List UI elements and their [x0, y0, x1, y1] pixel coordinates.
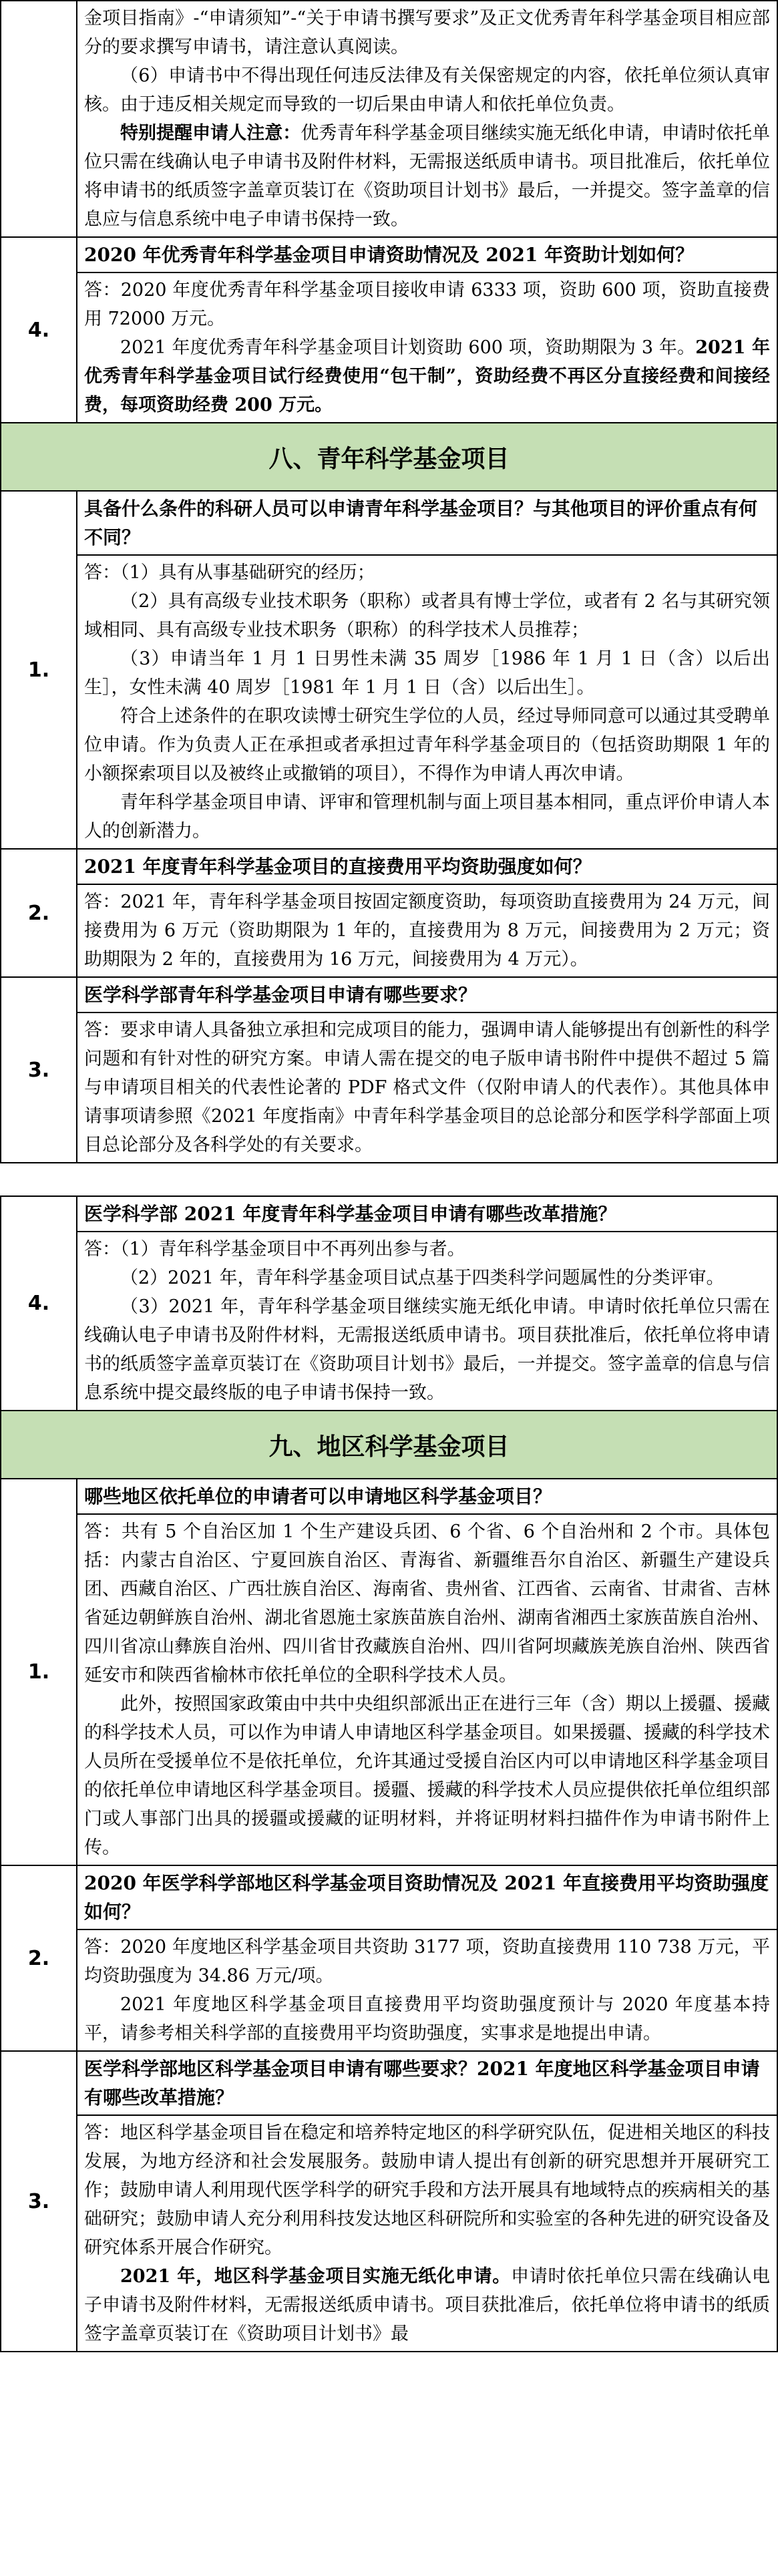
qa-cell [77, 491, 777, 849]
answer-line: 此外，按照国家政策由中共中央组织部派出正在进行三年（含）期以上援疆、援藏的科学技术人员，可以作为申请人申请地区科学基金项目。如果援疆、援藏的科学技术人员所在受援单位不是依托单位，允许其通过受援自治区内可以申请地区科学基金项目的依托单位申请地区科学基金项目。援疆、援藏的科学技术人员应提供依托单位组织部门或人事部门出具的援疆或援藏的证明材料，并将证明材料扫描件作为申请书附件上传。 [84, 1694, 770, 1858]
qa-cell [77, 1479, 777, 1865]
answer-line: （2）具有高级专业技术职务（职称）或者具有博士学位，或者有 2 名与其研究领域相同、具有高级专业技术职务（职称）的科学技术人员推荐； [84, 591, 770, 640]
answer-line: 答：共有 5 个自治区加 1 个生产建设兵团、6 个省、6 个自治州和 2 个市。具体包括：内蒙古自治区、宁夏回族自治区、青海省、新疆维吾尔自治区、新疆生产建设兵团、西藏自治区、广西壮族自治区、海南省、贵州省、江西省、云南省、甘肃省、吉林省延边朝鲜族自治州、湖北省恩施土家族苗族自治州、湖南省湘西土家族苗族自治州、四川省凉山彝族自治州、四川省甘孜藏族自治州、四川省阿坝藏族羌族自治州、陕西省延安市和陕西省榆林市依托单位的全职科学技术人员。 [84, 1521, 770, 1686]
answer-bold-text: 2021 年优秀青年科学基金项目试行经费使用“包干制”，资助经费不再区分直接经费和间接经费，每项资助经费 200 万元。 [84, 337, 770, 415]
question-text: 2020 年优秀青年科学基金项目申请资助情况及 2021 年资助计划如何？ [77, 238, 777, 273]
table-row [1, 491, 777, 849]
faq-table-2 [0, 1195, 778, 2352]
answer-line: 金项目指南》-“申请须知”-“关于申请书撰写要求”及正文优秀青年科学基金项目相应部分的要求撰写申请书，请注意认真阅读。 [84, 8, 770, 57]
row-number: 4. [1, 1196, 77, 1411]
row-number [1, 1, 77, 237]
question-text: 哪些地区依托单位的申请者可以申请地区科学基金项目？ [77, 1479, 777, 1515]
question-text: 医学科学部青年科学基金项目申请有哪些要求？ [77, 978, 777, 1013]
answer-line: （3）申请当年 1 月 1 日男性未满 35 周岁［1986 年 1 月 1 日（含）以后出生］，女性未满 40 周岁［1981 年 1 月 1 日（含）以后出生］。 [84, 649, 770, 698]
row-number: 2. [1, 849, 77, 977]
special-notice [84, 119, 770, 234]
row-number: 4. [1, 237, 77, 423]
table-row [1, 2051, 777, 2352]
row-number: 1. [1, 491, 77, 849]
answer-cell [77, 1, 777, 237]
table-row [1, 1865, 777, 2051]
notice-label: 特别提醒申请人注意： [120, 123, 301, 144]
row-number: 3. [1, 977, 77, 1163]
question-text: 2020 年医学科学部地区科学基金项目资助情况及 2021 年直接费用平均资助强度如何？ [77, 1866, 777, 1930]
section-title: 八、青年科学基金项目 [1, 423, 777, 491]
table-row [1, 977, 777, 1163]
answer-text: 申请时依托单位只需在线确认电子申请书及附件材料，无需报送纸质申请书。项目获批准后，依托单位将申请书的纸质签字盖章页装订在《资助项目计划书》最 [84, 2266, 771, 2344]
qa-cell [77, 977, 777, 1163]
answer-line: （3）2021 年，青年科学基金项目继续实施无纸化申请。申请时依托单位只需在线确认电子申请书及附件材料，无需报送纸质申请书。项目获批准后，依托单位将申请书的纸质签字盖章页装订在《资助项目计划书》最后，一并提交。签字盖章的信息与信息系统中提交最终版的电子申请书保持一致。 [84, 1296, 770, 1403]
answer-line: （6）申请书中不得出现任何违反法律及有关保密规定的内容，依托单位须认真审核。由于违反相关规定而导致的一切后果由申请人和依托单位负责。 [84, 65, 770, 115]
answer-line: 答：（1）具有从事基础研究的经历； [84, 562, 375, 583]
answer-line: 答：2020 年度优秀青年科学基金项目接收申请 6333 项，资助 600 项，资助直接费用 72000 万元。 [84, 280, 770, 329]
qa-cell [77, 237, 777, 423]
section-title: 九、地区科学基金项目 [1, 1411, 777, 1479]
table-row [1, 1479, 777, 1865]
answer-line: 青年科学基金项目申请、评审和管理机制与面上项目基本相同，重点评价申请人本人的创新潜力。 [84, 792, 770, 842]
answer-line: 答：（1）青年科学基金项目中不再列出参与者。 [84, 1239, 465, 1260]
row-number: 1. [1, 1479, 77, 1865]
section-header-row [1, 423, 777, 491]
qa-cell [77, 1196, 777, 1411]
answer-text: 2021 年度优秀青年科学基金项目计划资助 600 项，资助期限为 3 年。 [120, 337, 696, 358]
faq-table-1 [0, 0, 778, 1163]
table-row [1, 237, 777, 423]
row-number: 2. [1, 1865, 77, 2051]
answer-line: （2）2021 年，青年科学基金项目试点基于四类科学问题属性的分类评审。 [120, 1268, 725, 1288]
qa-cell [77, 1865, 777, 2051]
answer-line: 2021 年度地区科学基金项目直接费用平均资助强度预计与 2020 年度基本持平，请参考相关科学部的直接费用平均资助强度，实事求是地提出申请。 [84, 1994, 770, 2044]
question-text: 2021 年度青年科学基金项目的直接费用平均资助强度如何？ [77, 850, 777, 885]
answer-line [84, 333, 770, 419]
question-text: 具备什么条件的科研人员可以申请青年科学基金项目？与其他项目的评价重点有何不同？ [77, 492, 777, 556]
table-row [1, 849, 777, 977]
question-text: 医学科学部 2021 年度青年科学基金项目申请有哪些改革措施？ [77, 1197, 777, 1232]
answer-bold-text: 2021 年，地区科学基金项目实施无纸化申请。 [120, 2266, 512, 2287]
qa-cell [77, 2051, 777, 2352]
answer-line: 符合上述条件的在职攻读博士研究生学位的人员，经过导师同意可以通过其受聘单位申请。作为负责人正在承担或者承担过青年科学基金项目的（包括资助期限 1 年的小额探索项目以及被终止或撤销的项目），不得作为申请人再次申请。 [84, 706, 770, 784]
answer-line: 答：2021 年，青年科学基金项目按固定额度资助，每项资助直接费用为 24 万元，间接费用为 6 万元（资助期限为 1 年的，直接费用为 8 万元，间接费用为 2 万元；资助期限为 2 年的，直接费用为 16 万元，间接费用为 4 万元）。 [84, 892, 770, 970]
table-row [1, 1196, 777, 1411]
table-row [1, 1, 777, 237]
answer-line: 答：2020 年度地区科学基金项目共资助 3177 项，资助直接费用 110 738 万元，平均资助强度为 34.86 万元/项。 [84, 1937, 770, 1986]
notice-text: 优秀青年科学基金项目继续实施无纸化申请，申请时依托单位只需在线确认电子申请书及附件材料，无需报送纸质申请书。项目批准后，依托单位将申请书的纸质签字盖章页装订在《资助项目计划书》最后，一并提交。签字盖章的信息应与信息系统中电子申请书保持一致。 [84, 123, 771, 230]
page-gap [0, 1163, 778, 1195]
answer-line [84, 2262, 770, 2348]
qa-cell [77, 849, 777, 977]
question-text: 医学科学部地区科学基金项目申请有哪些要求？2021 年度地区科学基金项目申请有哪些改革措施？ [77, 2052, 777, 2116]
answer-line: 答：要求申请人具备独立承担和完成项目的能力，强调申请人能够提出有创新性的科学问题和有针对性的研究方案。申请人需在提交的电子版申请书附件中提供不超过 5 篇与申请项目相关的代表性论著的 PDF 格式文件（仅附申请人的代表作）。其他具体申请事项请参照《2021 年度指南》中青年科学基金项目的总论部分和医学科学部面上项目总论部分及各科学处的有关要求。 [84, 1020, 770, 1155]
row-number: 3. [1, 2051, 77, 2352]
section-header-row [1, 1411, 777, 1479]
answer-line: 答：地区科学基金项目旨在稳定和培养特定地区的科学研究队伍，促进相关地区的科技发展，为地方经济和社会发展服务。鼓励申请人提出有创新的研究思想并开展研究工作；鼓励申请人利用现代医学科学的研究手段和方法开展具有地域特点的疾病相关的基础研究；鼓励申请人充分利用科技发达地区科研院所和实验室的各种先进的研究设备及研究体系开展合作研究。 [84, 2123, 770, 2258]
